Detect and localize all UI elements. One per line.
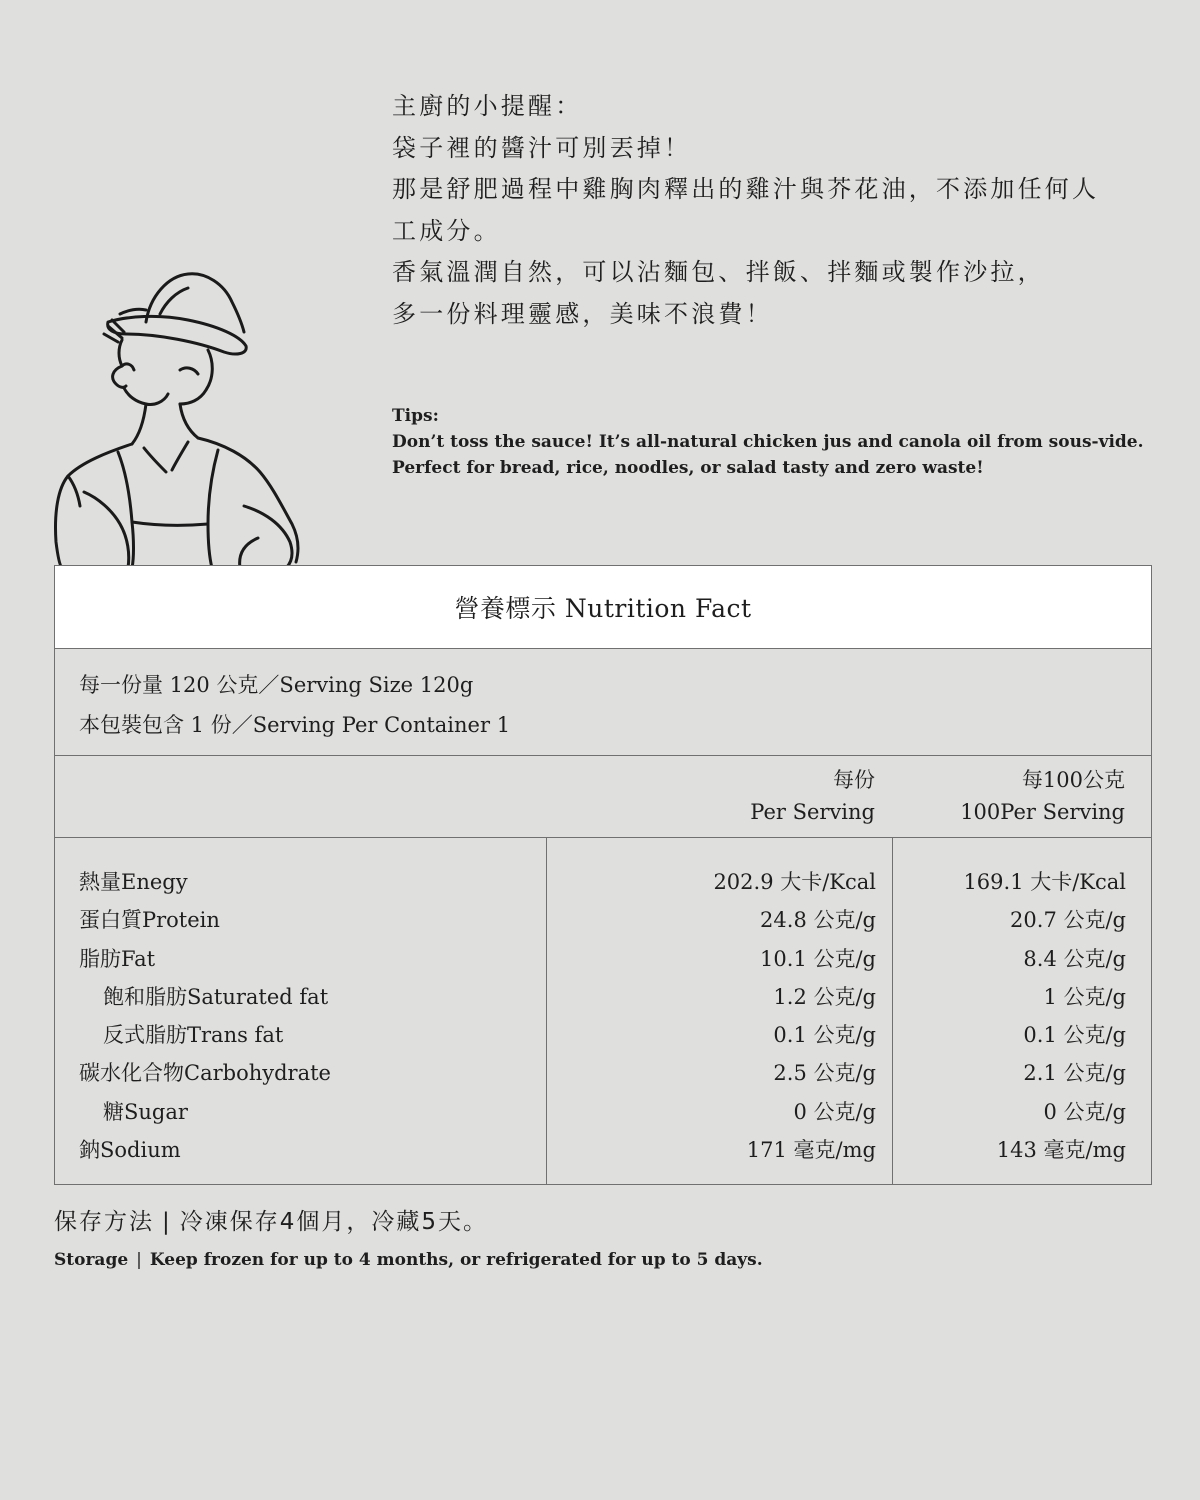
per-serving-value: 1.2 公克/g	[773, 984, 876, 1009]
nutrient-name: 反式脂肪Trans fat	[103, 1023, 284, 1048]
per-serving-value: 202.9 大卡/Kcal	[713, 870, 876, 894]
per-100g-header-zh: 每100公克	[1021, 768, 1125, 792]
nutrient-name: 熱量Enegy	[79, 870, 188, 894]
tips-en-line: Perfect for bread, rice, noodles, or salad tasty and zero waste!	[392, 458, 984, 478]
per-serving-header-zh: 每份	[833, 768, 875, 792]
chef-illustration	[48, 262, 310, 568]
per-serving-value: 24.8 公克/g	[760, 908, 876, 933]
per-100g-value: 143 毫克/mg	[996, 1138, 1126, 1163]
per-100g-value: 20.7 公克/g	[1010, 908, 1126, 933]
column-headers	[55, 756, 1151, 838]
storage-en	[54, 1250, 763, 1270]
nutrient-name-column	[55, 838, 547, 1184]
per-serving-value: 171 毫克/mg	[746, 1138, 876, 1163]
nutrition-rows	[55, 838, 1151, 1184]
nutrient-name: 飽和脂肪Saturated fat	[103, 984, 329, 1009]
tips-en-line: Don’t toss the sauce! It’s all-natural chicken jus and canola oil from sous-vide.	[392, 432, 1144, 452]
storage-separator: |	[162, 1209, 172, 1235]
storage-en-text: Keep frozen for up to 4 months, or refrigerated for up to 5 days.	[149, 1250, 763, 1270]
per-100g-value: 0.1 公克/g	[1023, 1023, 1126, 1048]
per-serving-header-en: Per Serving	[750, 800, 875, 824]
nutrition-title: 營養標示 Nutrition Fact	[55, 566, 1151, 649]
per-100g-header	[960, 764, 1125, 828]
serving-size: 每一份量 120 公克／Serving Size 120g	[79, 673, 474, 697]
storage-zh	[54, 1203, 488, 1236]
per-serving-header	[750, 764, 875, 828]
tips-zh-line: 多一份料理靈感，美味不浪費！	[392, 299, 773, 328]
chef-tips-zh	[392, 86, 1172, 335]
storage-separator: |	[136, 1250, 142, 1270]
nutrient-name: 鈉Sodium	[79, 1138, 181, 1163]
nutrition-facts-table	[54, 565, 1152, 1185]
per-100g-column	[893, 838, 1151, 1184]
tips-zh-line: 袋子裡的醬汁可別丟掉！	[392, 133, 692, 162]
chef-tips-en	[392, 403, 1152, 481]
per-100g-value: 0 公克/g	[1043, 1099, 1126, 1124]
per-serving-value: 2.5 公克/g	[773, 1061, 876, 1086]
nutrient-name: 糖Sugar	[103, 1099, 188, 1124]
per-100g-value: 8.4 公克/g	[1023, 946, 1126, 971]
nutrient-name: 蛋白質Protein	[79, 908, 220, 933]
per-serving-value: 0.1 公克/g	[773, 1023, 876, 1048]
storage-zh-label: 保存方法	[54, 1209, 154, 1235]
per-serving-column	[547, 838, 893, 1184]
tips-zh-line: 那是舒肥過程中雞胸肉釋出的雞汁與芥花油，不添加任何人	[392, 175, 1100, 203]
nutrient-name: 脂肪Fat	[79, 946, 156, 971]
storage-en-label: Storage	[54, 1250, 129, 1270]
per-100g-header-en: 100Per Serving	[960, 800, 1125, 824]
serving-info	[55, 649, 1151, 756]
servings-per-container: 本包裝包含 1 份／Serving Per Container 1	[79, 713, 511, 737]
tips-zh-line: 工成分。	[392, 216, 501, 245]
nutrient-name: 碳水化合物Carbohydrate	[79, 1061, 331, 1086]
storage-zh-text: 冷凍保存4個月，冷藏5天。	[179, 1209, 489, 1235]
tips-en-heading: Tips:	[392, 406, 439, 426]
per-100g-value: 1 公克/g	[1043, 984, 1126, 1009]
per-100g-value: 2.1 公克/g	[1023, 1061, 1126, 1086]
per-serving-value: 0 公克/g	[793, 1099, 876, 1124]
tips-zh-line: 香氣溫潤自然，可以沾麵包、拌飯、拌麵或製作沙拉，	[392, 258, 1045, 286]
per-serving-value: 10.1 公克/g	[760, 946, 876, 971]
per-100g-value: 169.1 大卡/Kcal	[963, 870, 1126, 894]
tips-zh-line: 主廚的小提醒：	[392, 92, 583, 120]
